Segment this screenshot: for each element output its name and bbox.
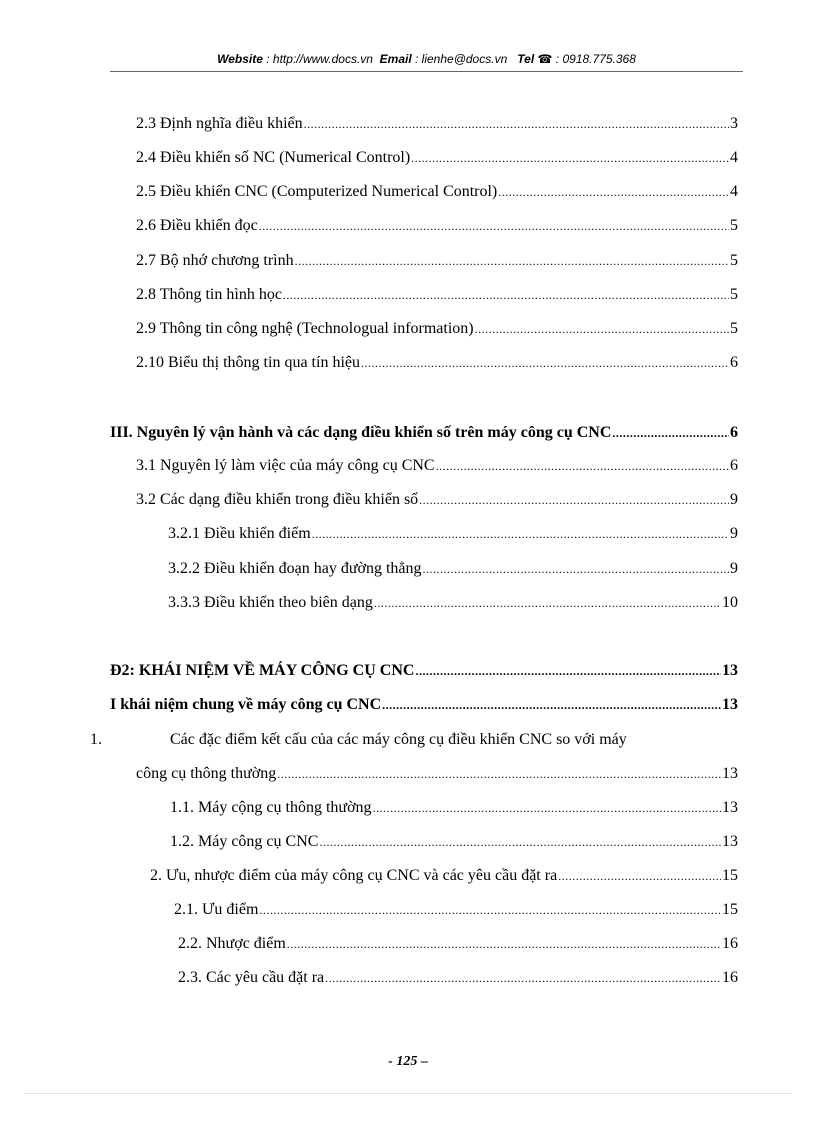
toc-entry-page: 13 [722,799,738,816]
toc-entry-title: 1.1. Máy cộng cụ thông thường [170,799,372,816]
bottom-rule [25,1093,791,1094]
toc-entry-title: 3.2.2 Điều khiển đoạn hay đường thẳng [168,560,422,577]
toc-leader-dots [325,968,721,988]
toc-entry-title: 3.3.3 Điều khiển theo biên dạng [168,594,373,611]
toc-entry-page: 6 [730,457,738,474]
toc-entry-page: 13 [722,662,738,679]
toc-entry[interactable] [170,832,738,852]
toc-entry[interactable] [178,968,738,988]
toc-entry[interactable] [168,524,738,544]
toc-leader-dots [295,251,729,271]
toc-entry-title: 2.9 Thông tin công nghệ (Technologual information) [136,320,474,337]
toc-entry-page: 15 [722,901,738,918]
toc-entry[interactable] [136,490,738,510]
toc-entry-page: 4 [730,183,738,200]
toc-section-heading[interactable] [110,423,738,443]
toc-entry-page: 16 [722,969,738,986]
website-separator: : [262,52,273,66]
toc-entry-title: 2.5 Điều khiển CNC (Computerized Numerical Control) [136,183,498,200]
tel-separator: : [552,52,563,66]
toc-item-first-line[interactable]: Các đặc điểm kết cấu của các máy công cụ điều khiển CNC so với máy [170,731,627,748]
toc-entry[interactable] [168,559,738,579]
toc-entry-page: 9 [730,560,738,577]
toc-leader-dots [382,695,721,715]
toc-entry[interactable] [170,798,738,818]
toc-entry[interactable] [136,456,738,476]
toc-entry[interactable] [174,900,738,920]
toc-entry[interactable] [136,148,738,168]
toc-entry-title: công cụ thông thường [136,765,277,782]
toc-leader-dots [259,216,729,236]
toc-leader-dots [259,900,721,920]
toc-entry-page: 9 [730,491,738,508]
toc-entry-page: 16 [722,935,738,952]
toc-entry-page: 10 [722,594,738,611]
toc-entry[interactable] [136,319,738,339]
toc-entry-page: 13 [722,765,738,782]
toc-entry-title: 2.3. Các yêu cầu đặt ra [178,969,325,986]
toc-entry-page: 3 [730,115,738,132]
toc-leader-dots [423,559,729,579]
toc-entry-title: 2.1. Ưu điểm [174,901,259,918]
toc-leader-dots [415,661,721,681]
page-number: - 125 – [388,1054,428,1069]
toc-entry[interactable] [136,216,738,236]
toc-entry-title: 2.6 Điều khiển đọc [136,217,258,234]
toc-entry-title: 3.2.1 Điều khiển điểm [168,525,311,542]
toc-entry[interactable] [136,182,738,202]
toc-entry-title: 1.2. Máy công cụ CNC [170,833,319,850]
toc-entry-page: 5 [730,286,738,303]
toc-entry-title: 2.4 Điều khiển số NC (Numerical Control) [136,149,411,166]
toc-entry[interactable] [178,934,738,954]
toc-leader-dots [498,182,729,202]
toc-leader-dots [558,866,721,886]
toc-leader-dots [612,423,729,443]
toc-leader-dots [411,148,729,168]
toc-entry-title: 2.10 Biểu thị thông tin qua tín hiệu [136,354,360,371]
toc-entry[interactable] [136,353,738,373]
tel-value: 0918.775.368 [562,52,636,66]
toc-entry[interactable] [136,764,738,784]
toc-leader-dots [312,524,729,544]
toc-entry[interactable] [168,593,738,613]
toc-entry[interactable] [136,251,738,271]
toc-entry[interactable] [150,866,738,886]
toc-entry-title: 2.3 Định nghĩa điều khiển [136,115,303,132]
toc-entry-page: 5 [730,217,738,234]
email-label: Email [379,52,412,66]
toc-leader-dots [475,319,729,339]
toc-entry-title: Đ2: KHÁI NIỆM VỀ MÁY CÔNG CỤ CNC [110,662,415,679]
tel-label: Tel [517,52,535,66]
toc-leader-dots [277,764,721,784]
toc-entry-title: 2. Ưu, nhược điểm của máy công cụ CNC và các yêu cầu đặt ra [150,867,558,884]
page-header [110,52,743,70]
toc-entry-title: III. Nguyên lý vận hành và các dạng điều khiển số trên máy công cụ CNC [110,424,612,441]
toc-entry-page: 15 [722,867,738,884]
toc-entry-title: 2.2. Nhược điểm [178,935,286,952]
toc-leader-dots [373,798,721,818]
toc-entry-page: 5 [730,320,738,337]
toc-entry-page: 6 [730,354,738,371]
toc-entry-title: 3.1 Nguyên lý làm việc của máy công cụ CNC [136,457,435,474]
toc-entry-title: 3.2 Các dạng điều khiển trong điều khiển số [136,491,419,508]
website-url[interactable]: http://www.docs.vn [272,52,373,66]
phone-icon: ☎ [537,52,553,66]
toc-entry-title: I khái niệm chung về máy công cụ CNC [110,696,382,713]
toc-entry[interactable] [136,285,738,305]
toc-entry-title: 2.8 Thông tin hình học [136,286,282,303]
toc-leader-dots [283,285,729,305]
toc-chapter-heading[interactable] [110,661,738,681]
email-separator: : [411,52,422,66]
toc-entry-page: 13 [722,696,738,713]
toc-entry-page: 13 [722,833,738,850]
toc-leader-dots [374,593,721,613]
toc-leader-dots [436,456,729,476]
toc-entry-page: 9 [730,525,738,542]
website-label: Website [217,52,263,66]
toc-leader-dots [319,832,721,852]
toc-section-heading[interactable] [110,695,738,715]
toc-leader-dots [287,934,721,954]
toc-leader-dots [304,114,729,134]
toc-entry-page: 6 [730,424,738,441]
toc-item-number: 1. [90,731,102,748]
toc-leader-dots [419,490,729,510]
toc-entry-title: 2.7 Bộ nhớ chương trình [136,252,294,269]
toc-leader-dots [361,353,729,373]
toc-entry-page: 5 [730,252,738,269]
email-value[interactable]: lienhe@docs.vn [421,52,508,66]
toc-entry-page: 4 [730,149,738,166]
header-rule [110,71,743,72]
toc-entry[interactable] [136,114,738,134]
